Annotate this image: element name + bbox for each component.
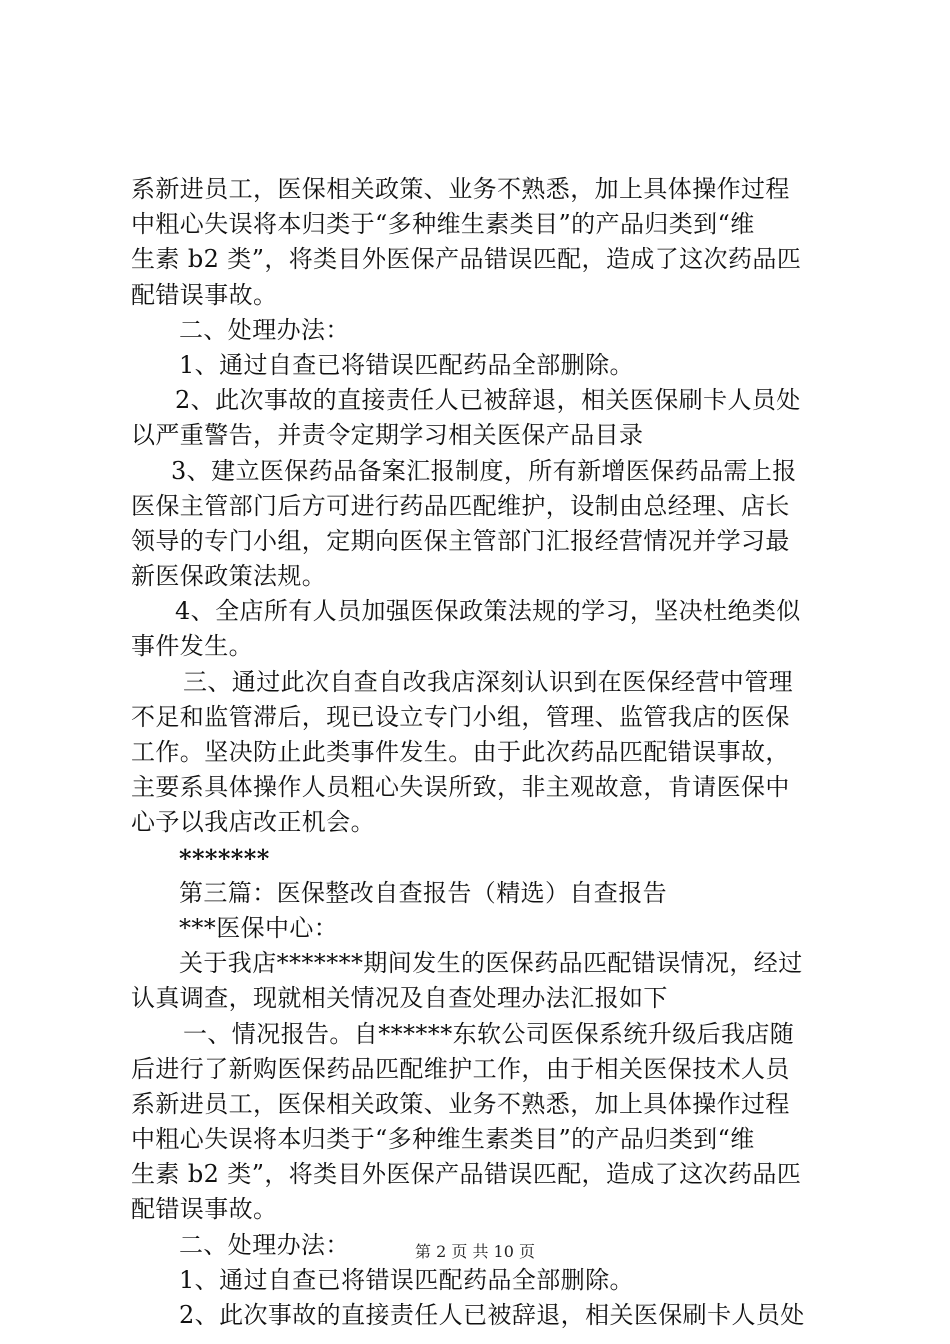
text-line: 生素 b2 类”，将类目外医保产品错误匹配，造成了这次药品匹: [131, 1160, 802, 1189]
text-line: 事件发生。: [131, 632, 253, 661]
document-body: [131, 172, 831, 1333]
text-line: 新医保政策法规。: [131, 562, 327, 591]
page-footer: 第 2 页 共 10 页: [415, 1242, 535, 1261]
text-line: 领导的专门小组，定期向医保主管部门汇报经营情况并学习最: [131, 526, 790, 555]
section-heading: 二、处理办法：: [179, 1230, 350, 1259]
text-line: 中粗心失误将本归类于“多种维生素类目”的产品归类到“维: [131, 210, 755, 239]
addressee: ***医保中心：: [179, 913, 339, 942]
section-title: 第三篇：医保整改自查报告（精选）自查报告: [179, 878, 667, 907]
text-line: 2、此次事故的直接责任人已被辞退，相关医保刷卡人员处: [175, 386, 801, 415]
text-line: 2、此次事故的直接责任人已被辞退，相关医保刷卡人员处: [179, 1301, 805, 1329]
text-line: 主要系具体操作人员粗心失误所致，非主观故意，肯请医保中: [131, 773, 790, 802]
text-line: 系新进员工，医保相关政策、业务不熟悉，加上具体操作过程: [131, 175, 790, 203]
section-heading: 二、处理办法：: [179, 315, 350, 344]
text-line: 不足和监管滞后，现已设立专门小组，管理、监管我店的医保: [131, 702, 790, 731]
text-line: 医保主管部门后方可进行药品匹配维护，设制由总经理、店长: [131, 491, 790, 520]
text-line: 关于我店*******期间发生的医保药品匹配错误情况，经过: [179, 949, 803, 978]
text-line: 配错误事故。: [131, 280, 278, 309]
text-line: 三、通过此次自查自改我店深刻认识到在医保经营中管理: [183, 667, 793, 696]
text-line: 以严重警告，并责令定期学习相关医保产品目录: [131, 421, 644, 450]
text-line: 认真调查，现就相关情况及自查处理办法汇报如下: [131, 984, 668, 1013]
separator-stars: *******: [179, 843, 270, 873]
text-line: 3、建立医保药品备案汇报制度，所有新增医保药品需上报: [171, 456, 797, 485]
text-line: 生素 b2 类”，将类目外医保产品错误匹配，造成了这次药品匹: [131, 245, 802, 274]
text-line: 系新进员工，医保相关政策、业务不熟悉，加上具体操作过程: [131, 1089, 790, 1118]
text-line: 一、情况报告。自******东软公司医保系统升级后我店随: [183, 1019, 795, 1048]
text-line: 中粗心失误将本归类于“多种维生素类目”的产品归类到“维: [131, 1125, 755, 1154]
text-line: 心予以我店改正机会。: [131, 808, 375, 837]
text-line: 后进行了新购医保药品匹配维护工作，由于相关医保技术人员: [131, 1054, 790, 1083]
text-line: 工作。坚决防止此类事件发生。由于此次药品匹配错误事故，: [131, 738, 790, 766]
text-line: 1、通过自查已将错误匹配药品全部删除。: [179, 350, 634, 379]
text-line: 4、全店所有人员加强医保政策法规的学习，坚决杜绝类似: [175, 597, 801, 626]
text-line: 配错误事故。: [131, 1195, 278, 1224]
text-line: 1、通过自查已将错误匹配药品全部删除。: [179, 1265, 634, 1294]
